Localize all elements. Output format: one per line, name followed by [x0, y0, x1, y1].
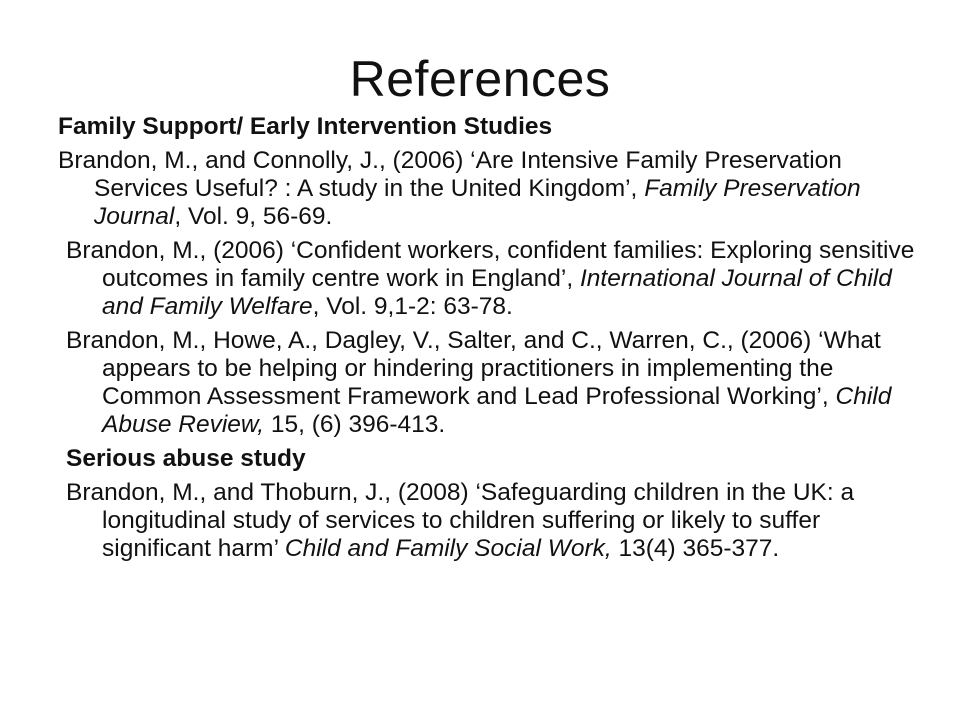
slide-title: References [349, 51, 611, 107]
reference-journal: Family Preservation Journal [94, 175, 861, 230]
reference-text: Brandon, M., (2006) ‘Confident workers, confident families: Exploring sensitive outcomes in family centre work in England’, [66, 237, 915, 292]
section-heading-family-support: Family Support/ Early Intervention Studies [58, 113, 553, 140]
reference-text: Brandon, M., and Connolly, J., (2006) ‘Are Intensive Family Preservation Services Useful? : A study in the United Kingdom’, [58, 147, 842, 202]
reference-text: Brandon, M., and Thoburn, J., (2008) ‘Safeguarding children in the UK: a longitudinal study of services to children suffering or likely to suffer significant harm’ [66, 479, 855, 562]
reference-details: 13(4) 365-377. [611, 535, 780, 562]
reference-journal: Child Abuse Review, [102, 383, 892, 438]
reference-journal: International Journal of Child and Family Welfare [102, 265, 892, 320]
references-content [58, 113, 928, 569]
section-heading-serious-abuse: Serious abuse study [66, 445, 306, 472]
reference-text: Brandon, M., Howe, A., Dagley, V., Salter, and C., Warren, C., (2006) ‘What appears to be helping or hindering practitioners in implementing the Common Assessment Framework and Lead Professional Working’, [66, 327, 881, 410]
reference-item [58, 479, 928, 563]
reference-item [58, 327, 928, 439]
reference-journal: Child and Family Social Work, [284, 535, 612, 562]
reference-details: 15, (6) 396-413. [264, 411, 446, 438]
reference-details: , Vol. 9,1-2: 63-78. [312, 293, 513, 320]
reference-details: , Vol. 9, 56-69. [174, 203, 333, 230]
reference-item [58, 237, 928, 321]
reference-item [58, 147, 928, 231]
